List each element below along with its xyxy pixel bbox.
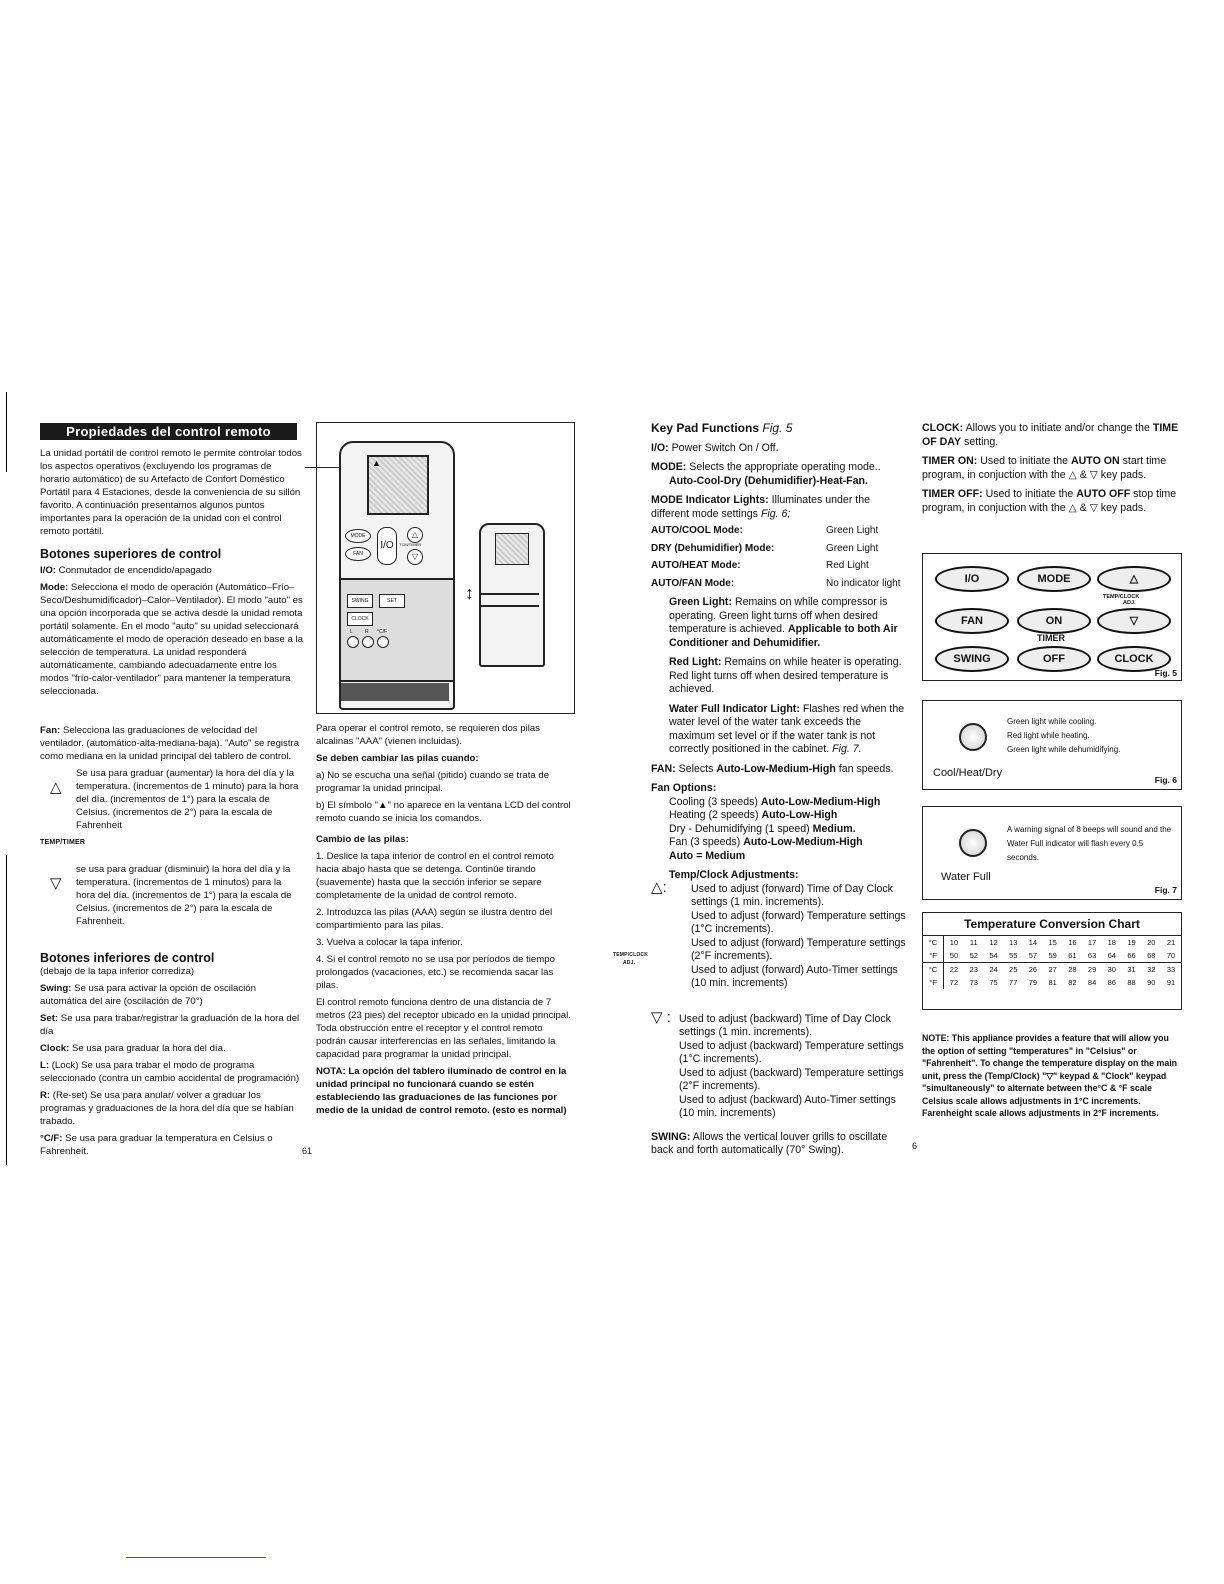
keypad-mode-button[interactable]: MODE — [1017, 566, 1091, 592]
bottom-link-line — [126, 1557, 266, 1558]
conv-row-c2 — [923, 963, 1181, 977]
conv-cell: 27 — [1048, 965, 1057, 974]
keypad-figure — [922, 553, 1182, 681]
adj-small-label: ADJ. — [623, 959, 636, 966]
reset-desc — [40, 1089, 303, 1128]
keypad-up-button[interactable]: △ — [1097, 566, 1171, 592]
conv-cell: 21 — [1166, 938, 1176, 947]
remote-bottom-stripe — [341, 683, 449, 701]
conv-cell: 25 — [1009, 965, 1018, 974]
r-mode-label: MODE: — [651, 461, 687, 473]
keypad-temp-clock-label: TEMP/CLOCK — [1103, 594, 1140, 600]
remote-illustration-box — [316, 422, 575, 714]
conv-cell: 22 — [949, 965, 959, 974]
cool-heat-dry-light-icon — [959, 723, 987, 751]
down-adjust-icon: ▽ : — [651, 1008, 671, 1026]
r-clock-text: Allows you to initiate and/or change the — [965, 422, 1150, 434]
mode-row-mode: AUTO/FAN Mode: — [651, 577, 735, 589]
keypad-fan-button[interactable]: FAN — [935, 608, 1009, 634]
green-light-label: Green Light: — [669, 596, 732, 608]
conv-cell: 24 — [989, 965, 998, 974]
conv-cell: 55 — [1009, 951, 1018, 960]
cf-label: °C/F: — [40, 1133, 63, 1144]
timer-off-label: TIMER OFF: — [922, 488, 983, 500]
remote-body — [339, 441, 455, 710]
fan-option-pre: Cooling (3 speeds) — [669, 795, 758, 808]
set-label: Set: — [40, 1013, 59, 1024]
mode-row-light: No indicator light — [826, 577, 901, 589]
mode-row-light: Green Light — [826, 542, 879, 554]
timer-off-desc — [922, 488, 1180, 515]
right-page-number: 6 — [912, 1141, 918, 1151]
conv-cell: 79 — [1028, 978, 1038, 987]
conv-cell: 84 — [1087, 978, 1097, 987]
conv-unit: °C — [923, 936, 944, 949]
remote-up-button[interactable]: △ — [407, 527, 423, 543]
timer-on-desc — [922, 455, 1180, 482]
range-text: El control remoto funciona dentro de una distancia de 7 metros (23 pies) del receptor ubicado en la unidad principal. Toda obstrucción entre el receptor y el control remoto podrán causar interferencias en las señales, limitando la capacidad para programar la unidad principal. — [316, 997, 571, 1060]
conv-cell: 13 — [1009, 938, 1018, 947]
keypad-timer-label: TIMER — [1037, 633, 1065, 643]
left-edge-line — [6, 392, 7, 472]
keypad-on-button[interactable]: ON — [1017, 608, 1091, 634]
mode-row-mode: DRY (Dehumidifier) Mode: — [651, 542, 775, 554]
note-block — [922, 1032, 1180, 1124]
r-mode-text: Selects the appropriate operating mode.. — [689, 461, 881, 473]
temp-clock-small-label: TEMP/CLOCK — [613, 951, 649, 958]
r-clock-label: CLOCK: — [922, 422, 964, 434]
r-indicator-label: MODE Indicator Lights: — [651, 494, 769, 506]
nota-label: NOTA: — [316, 1066, 346, 1077]
conv-unit: °F — [923, 976, 944, 989]
water-full-figure — [922, 806, 1182, 900]
timer-off-end: stop time program, in conjuction with the △ & ▽ key pads. — [922, 488, 1177, 514]
fan-text: Selecciona las graduaciones de velocidad del ventilador. (automático-alta-mediana-baja). "Auto" se registra como mediana en la unidad principal del tablero de control. — [40, 725, 300, 762]
set-text: Se usa para trabar/registrar la graduación de la hora del día — [40, 1013, 300, 1037]
set-desc — [40, 1012, 303, 1038]
r-io-label: I/O: — [651, 441, 669, 454]
conv-cell: 32 — [1147, 965, 1156, 974]
mode-label: Mode: — [40, 582, 69, 593]
conversion-table — [923, 936, 1181, 989]
reset-text: (Re-set) Se usa para anular/ volver a graduar los programas y graduaciones de la hora del día que se habían trabado. — [40, 1090, 294, 1127]
conv-cell: 28 — [1068, 965, 1077, 974]
conv-cell: 50 — [949, 951, 959, 960]
swing-text: Se usa para activar la opción de oscilación automática del aire (oscilación de 70°) — [40, 983, 256, 1007]
water-light-fig: Fig. 7. — [832, 743, 862, 755]
r-mode-desc — [651, 461, 907, 475]
conv-cell: 90 — [1147, 978, 1156, 987]
lcd-triangle-icon: ▲ — [372, 458, 381, 468]
down-desc: se usa para graduar (disminuir) la hora del día y la temperatura. (incrementos de 1 minutos) para la hora del día. (incrementos de 1°) para la escala de Celsius. (incrementos de 2°) para la escala de Fahrenheit. — [76, 864, 292, 927]
clock-text: Se usa para graduar la hora del día. — [72, 1043, 226, 1054]
timer-on-text: Used to initiate the — [980, 455, 1069, 467]
remote-cf-button[interactable] — [377, 636, 389, 648]
up-adjust-line: Used to adjust (forward) Auto-Timer settings (10 min. increments) — [691, 963, 898, 989]
mode-light-table — [651, 524, 907, 590]
remote-lcd — [367, 455, 429, 515]
keypad-title-text: Key Pad Functions — [651, 421, 760, 435]
r-fan-bold: Auto-Low-Medium-High — [716, 762, 836, 775]
r-clock-bold: TIME OF DAY — [922, 422, 1179, 448]
conv-unit: °F — [923, 949, 944, 963]
remote-swing-button[interactable]: SWING — [347, 594, 373, 608]
fig6-lines — [1007, 715, 1120, 757]
fan-option-bold: Auto-Low-Medium-High — [743, 836, 863, 848]
lock-label: L: — [40, 1060, 50, 1071]
conv-cell: 77 — [1009, 978, 1018, 987]
right-edge-line — [6, 855, 7, 1165]
keypad-clock-button[interactable]: CLOCK — [1097, 646, 1171, 672]
keypad-adj-label: ADJ. — [1123, 600, 1136, 606]
note-text: NOTE: This appliance provides a feature that will allow you the option of setting "temperatures" in "Celsius" or "Fahrenheit". To change the temperature display on the main unit, press the (Temp/Clock) "▽" keypad & "Clock" keypad "simultaneously" to alternate between the°C & °F scale Celsius scale allows adjustments in 1°C increments. Farenheight scale allows adjustments in 2°F increments. — [922, 1033, 1178, 1118]
fan-option-bold: Auto-Low-High — [761, 809, 838, 821]
remote-temp-timer-label: TCM/TIMER — [399, 542, 422, 547]
conv-cell: 70 — [1166, 951, 1176, 960]
conv-cell: 73 — [969, 978, 978, 987]
battery-step-1: 1. Deslice la tapa inferior de control en el control remoto hacia abajo hasta que se detenga. Continúe tirando (suavemente) hasta que la sección inferior se separe completamente de la unidad de control remoto. — [316, 851, 554, 901]
fig7-fig-label: Fig. 7 — [1154, 885, 1177, 895]
conv-cell: 17 — [1087, 938, 1097, 947]
remote-fan-button[interactable]: FAN — [345, 547, 371, 561]
conv-row-f2 — [923, 976, 1181, 989]
conv-cell: 86 — [1107, 978, 1116, 987]
timer-off-text: Used to initiate the — [985, 488, 1074, 500]
conv-cell: 19 — [1127, 938, 1136, 947]
r-swing-label: SWING: — [651, 1130, 691, 1143]
keypad-io-button[interactable]: I/O — [935, 566, 1009, 592]
remote-clock-button[interactable]: CLOCK — [347, 612, 373, 626]
remote-mode-button[interactable]: MODE — [345, 529, 371, 543]
remote-cf-label: °C/F — [377, 629, 388, 635]
r-fan-end: fan speeds. — [838, 762, 894, 775]
water-light-desc — [651, 703, 907, 757]
down-adjust-line: Used to adjust (backward) Time of Day Clock settings (1 min. increments). — [679, 1012, 891, 1038]
mode-desc — [40, 581, 303, 698]
conv-cell: 31 — [1127, 965, 1136, 974]
conv-cell: 88 — [1127, 978, 1136, 987]
conv-cell: 18 — [1107, 938, 1116, 947]
lock-text: (Lock) Se usa para trabar el modo de programa seleccionado (contra un cambio accidental de programación) — [40, 1060, 300, 1084]
clock-desc — [40, 1042, 303, 1055]
conv-cell: 75 — [989, 978, 998, 987]
fig6-line: Red light while heating. — [1007, 731, 1090, 740]
remote-r-label: R — [365, 629, 369, 635]
r-swing-text: Allows the vertical louver grills to oscillate back and forth automatically (70° Swing). — [651, 1130, 888, 1156]
conv-cell: 81 — [1048, 978, 1057, 987]
fig6-fig-label: Fig. 6 — [1154, 775, 1177, 785]
remote-l-label: L — [350, 629, 353, 635]
battery-step-2: 2. Introduzca las pilas (AAA) según se ilustra dentro del compartimiento para las pilas. — [316, 907, 553, 931]
green-light-bold: Applicable to both Air Conditioner and Dehumidifier. — [669, 623, 898, 649]
timer-on-end: start time program, in conjuction with the △ & ▽ key pads. — [922, 455, 1167, 481]
r-fan-text: Selects — [678, 762, 714, 775]
down-adjust-line: Used to adjust (backward) Temperature settings (2°F increments). — [679, 1066, 904, 1092]
conv-cell: 63 — [1087, 951, 1097, 960]
remote-io-button[interactable]: I/O — [377, 527, 397, 565]
conv-cell: 66 — [1127, 951, 1136, 960]
conv-cell: 91 — [1166, 978, 1176, 987]
temp-timer-label: TEMP/TIMER — [40, 839, 86, 846]
swing-desc — [40, 982, 303, 1008]
conv-cell: 61 — [1068, 951, 1077, 960]
fan-option — [669, 836, 907, 850]
cf-text: Se usa para graduar la temperatura en Celsius o Fahrenheit. — [40, 1133, 273, 1157]
change-heading: Se deben cambiar las pilas cuando: — [316, 753, 479, 764]
down-adjust-line: Used to adjust (backward) Temperature settings (1°C increments). — [679, 1039, 904, 1065]
green-light-text: Remains on while compressor is operating. Green light turns off when desired temperature is achieved. — [669, 596, 888, 635]
up-adjust-line: Used to adjust (forward) Temperature settings (1°C increments). — [691, 909, 906, 935]
keypad-swing-button[interactable]: SWING — [935, 646, 1009, 672]
conv-unit: °C — [923, 963, 944, 977]
timer-on-bold: AUTO ON — [1070, 455, 1120, 467]
r-indicator-desc — [651, 494, 907, 521]
lower-buttons-heading: Botones inferiores de control — [40, 951, 215, 965]
conv-cell: 52 — [969, 951, 978, 960]
keypad-title — [651, 422, 907, 436]
remote-set-button[interactable]: SET — [379, 594, 405, 608]
down-adjust-lines — [651, 1008, 907, 1121]
r-swing-desc — [651, 1131, 907, 1158]
fan-desc — [40, 724, 303, 763]
conv-cell: 14 — [1028, 938, 1038, 947]
conv-cell: 26 — [1028, 965, 1038, 974]
mode-text: Selecciona el modo de operación (Automático–Frío–Seco/Deshumidificador)–Calor–Ventilador). El modo "auto" es una opción incorporada que se activa desde la unidad remota portátil solamente. En el modo "auto" su unidad seleccionará automáticamente el modo de operación deseado en base a la selección de temperatura. La unidad responderá automáticamente, cambiando adecuadamente entre los modos "frío-calor-ventilador" para mantener la temperatura seleccionada. — [40, 582, 303, 697]
water-full-light-icon — [959, 829, 987, 857]
left-page-number: 61 — [302, 1146, 313, 1156]
fig6-line: Green light while dehumidifying. — [1007, 745, 1121, 754]
r-fan-desc — [651, 763, 907, 777]
conv-cell: 20 — [1147, 938, 1156, 947]
conv-cell: 30 — [1107, 965, 1116, 974]
remote-down-button[interactable]: ▽ — [407, 549, 423, 565]
keypad-off-button[interactable]: OFF — [1017, 646, 1091, 672]
r-io-desc — [651, 442, 907, 456]
left-column-1 — [40, 447, 303, 1162]
mode-row-mode: AUTO/HEAT Mode: — [651, 560, 741, 571]
left-column-2 — [316, 722, 572, 1121]
r-clock-desc — [922, 422, 1180, 449]
conv-row-f1 — [923, 949, 1181, 963]
fan-option — [669, 796, 907, 810]
conv-cell: 15 — [1048, 938, 1057, 947]
water-light-text: Flashes red when the water level of the water tank exceeds the maximum set level or if the water tank is not correctly positioned in the cabinet. — [669, 702, 905, 755]
conv-cell: 23 — [969, 965, 978, 974]
fan-option — [669, 823, 907, 837]
fig7-label: Water Full — [941, 871, 991, 883]
conv-cell: 29 — [1087, 965, 1097, 974]
fan-label: Fan: — [40, 725, 61, 736]
change-a: a) No se escucha una señal (pitido) cuando se trata de programar la unidad principal. — [316, 770, 550, 794]
up-adjust-line: Used to adjust (forward) Temperature settings (2°F increments). — [691, 936, 906, 962]
fig6-label: Cool/Heat/Dry — [933, 767, 1003, 779]
swing-label: Swing: — [40, 983, 72, 994]
battery-step-4: 4. Si el control remoto no se usa por períodos de tiempo prolongados (vacaciones, etc.) se recomienda sacar las pilas. — [316, 954, 555, 991]
section-title-bar: Propiedades del control remoto — [40, 423, 297, 440]
keypad-title-fig: Fig. 5 — [762, 421, 793, 435]
up-adjust-icon: △: — [651, 878, 667, 896]
remote-caption: Para operar el control remoto, se requieren dos pilas alcalinas "AAA" (vienen incluidas). — [316, 723, 540, 747]
reset-label: R: — [40, 1090, 51, 1101]
r-mode-list: Auto-Cool-Dry (Dehumidifier)-Heat-Fan. — [669, 474, 868, 487]
r-fan-label: FAN: — [651, 762, 676, 775]
right-column-2 — [922, 422, 1180, 521]
up-adjust-block — [613, 878, 907, 991]
fig7-text: A warning signal of 8 beeps will sound and the Water Full indicator will flash every 0.5 seconds. — [1007, 825, 1172, 862]
conversion-chart — [922, 912, 1182, 1010]
lower-buttons-sub: (debajo de la tapa inferior corrediza) — [40, 966, 195, 977]
water-light-label: Water Full Indicator Light: — [669, 702, 800, 715]
fan-option — [669, 809, 907, 823]
temp-clock-title: Temp/Clock Adjustments: — [669, 869, 799, 881]
fan-option-pre: Fan (3 speeds) — [669, 836, 741, 848]
indicator-figure — [922, 700, 1182, 790]
io-text: Conmutador de encendido/apagado — [58, 565, 212, 576]
fan-option-bold: Auto = Medium — [669, 849, 746, 862]
cf-desc — [40, 1132, 303, 1158]
nota-text: La opción del tablero iluminado de control en la unidad principal no funcionará cuando se estén estableciendo las graduaciones de las funciones por medio de la unidad de control remoto. (esto es normal) — [316, 1066, 567, 1116]
conv-cell: 82 — [1068, 978, 1077, 987]
remote-lower-panel — [339, 578, 455, 682]
lock-desc — [40, 1059, 303, 1085]
up-triangle-icon: △ — [50, 779, 62, 796]
small-remote-slide — [481, 593, 539, 607]
r-io-text: Power Switch On / Off. — [671, 441, 779, 454]
r-indicator-fig: Fig. 6; — [760, 507, 791, 520]
up-adjust-lines — [651, 878, 907, 991]
down-adjust-line: Used to adjust (backward) Auto-Timer settings (10 min. increments) — [679, 1093, 896, 1119]
intro-text: La unidad portátil de control remoto le permite controlar todos los aspectos operativos (excluyendo los programas de horario automático) de su Artefacto de Confort Doméstico Portátil para 4 Estaciones, desde la conveniencia de su sillón favorito. A continuación presentamos algunos puntos importantes para la operación de la unidad con el control remoto portátil. — [40, 448, 302, 537]
small-remote-body — [479, 523, 545, 667]
slide-arrow-icon: ↕ — [465, 583, 474, 603]
conv-cell: 10 — [949, 938, 959, 947]
r-indicator-text: Illuminates under the different mode settings — [651, 494, 871, 520]
fan-option-bold: Medium. — [812, 822, 856, 835]
fan-option-bold: Auto-Low-Medium-High — [760, 795, 881, 808]
conv-cell: 59 — [1048, 951, 1057, 960]
conv-cell: 54 — [989, 951, 998, 960]
fan-options-list — [651, 796, 907, 864]
mode-row-mode: AUTO/COOL Mode: — [651, 525, 743, 536]
red-light-desc — [651, 656, 907, 697]
upper-buttons-heading: Botones superiores de control — [40, 547, 222, 561]
conv-row-c1 — [923, 936, 1181, 949]
red-light-text: Remains on while heater is operating. Red light turns off when desired temperature is achieved. — [669, 656, 902, 695]
conv-cell: 12 — [989, 938, 998, 947]
pointer-line — [305, 467, 339, 468]
green-light-desc — [651, 596, 907, 650]
fan-option — [669, 850, 907, 864]
conv-cell: 72 — [949, 978, 959, 987]
mode-row-light: Green Light — [826, 525, 879, 536]
remote-r-button[interactable] — [362, 636, 374, 648]
up-adjust-line: Used to adjust (forward) Time of Day Clock settings (1 min. increments). — [691, 882, 893, 908]
fig6-line: Green light while cooling. — [1007, 717, 1097, 726]
up-desc: Se usa para graduar (aumentar) la hora del día y la temperatura. (incrementos de 1 minuto) para la hora del día. (incrementos de 1°) para la escala de Celsius. (incrementos de 2°) para la escala de Fahrenheit — [76, 768, 299, 831]
nota-paragraph — [316, 1065, 572, 1117]
red-light-label: Red Light: — [669, 656, 722, 668]
small-remote-lcd — [495, 533, 529, 565]
clock-label: Clock: — [40, 1043, 70, 1054]
keypad-fig-label: Fig. 5 — [1154, 668, 1177, 678]
timer-on-label: TIMER ON: — [922, 455, 978, 467]
r-clock-end: setting. — [964, 435, 999, 448]
conversion-title: Temperature Conversion Chart — [923, 913, 1181, 936]
fan-option-pre: Dry - Dehumidifying (1 speed) — [669, 822, 810, 835]
keypad-down-button[interactable]: ▽ — [1097, 608, 1171, 634]
conv-cell: 68 — [1147, 951, 1156, 960]
timer-off-bold: AUTO OFF — [1076, 488, 1131, 500]
conv-cell: 57 — [1028, 951, 1038, 960]
conv-cell: 33 — [1166, 965, 1176, 974]
conv-cell: 64 — [1107, 951, 1116, 960]
down-triangle-icon: ▽ — [50, 875, 62, 892]
conv-cell: 11 — [969, 938, 978, 947]
mode-row-light: Red Light — [826, 560, 869, 571]
right-column-1 — [613, 421, 907, 1164]
fan-option-pre: Heating (2 speeds) — [669, 809, 759, 821]
io-label: I/O: — [40, 565, 56, 576]
conv-cell: 16 — [1068, 938, 1077, 947]
remote-l-button[interactable] — [347, 636, 359, 648]
change-b: b) El símbolo "▲" no aparece en la ventana LCD del control remoto cuando se inicia los comandos. — [316, 800, 571, 824]
battery-step-3: 3. Vuelva a colocar la tapa inferior. — [316, 937, 463, 948]
io-desc — [40, 564, 303, 577]
down-adjust-block — [651, 1008, 907, 1121]
fan-options-title: Fan Options: — [651, 782, 717, 794]
battery-heading: Cambio de las pilas: — [316, 834, 409, 845]
